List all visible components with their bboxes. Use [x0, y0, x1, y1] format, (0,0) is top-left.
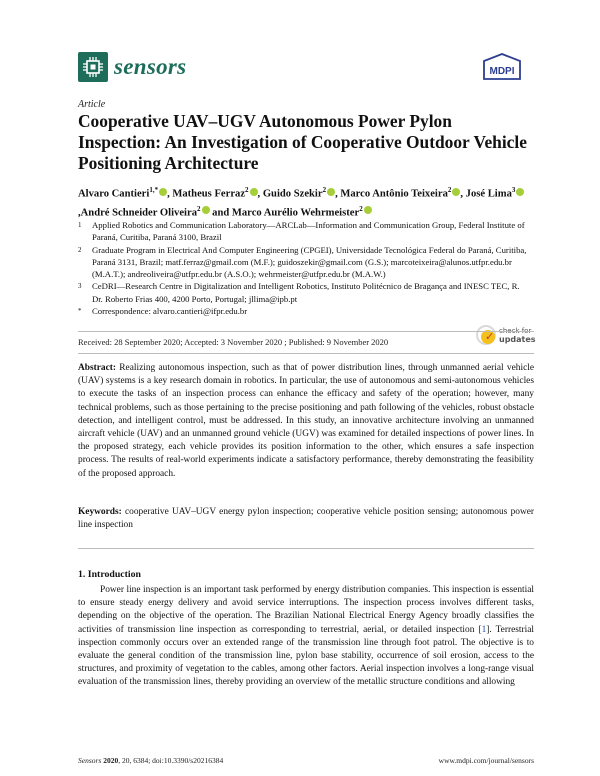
affiliation-item — [78, 305, 528, 317]
affiliation-number: 1 — [78, 221, 82, 229]
divider — [78, 353, 534, 354]
orcid-icon[interactable] — [202, 206, 210, 214]
abstract-text: Realizing autonomous inspection, such as that of power distribution lines, through unmanned aerial vehicle (UAV) systems is a key research domain in robotics. In particular, the use of autonomous and semi-autonomous vehicles to execute the tasks of an inspection process can enhance the efficacy and safety of the operation; however, many technical problems, such as those pertaining to the precise positioning and path following of the vehicles, robust obstacle detection, and intelligent control, must be addressed. In this study, an innovative architecture involving an unmanned aircraft vehicle (UAV) and an unmanned ground vehicle (UGV) was examined for detailed inspections of power lines. In the proposed strategy, each vehicle provides its position information to the other, which ensures a safe inspection process. The results of real-world experiments indicate a satisfactory performance, thereby demonstrating the feasibility of the proposed approach. — [78, 363, 534, 479]
author-affiliation-mark: 1,* — [149, 186, 159, 194]
paragraph-text: Power line inspection is an important task performed by energy distribution companies. This inspection is essential to ensure steady energy delivery and avoid service interruptions. The inspection process involves different tasks, depending on the objective of the operation. The Brazilian National Electrical Energy Agency broadly classifies the activities of transmission line inspection as corresponding to terrestrial, aerial, or detailed inspection [ — [78, 585, 534, 635]
affiliation-number: * — [78, 307, 82, 316]
author-name: André Schneider Oliveira — [80, 207, 197, 219]
author-separator: , — [460, 188, 466, 200]
affiliation-item — [78, 280, 528, 305]
footer-year: 2020 — [103, 756, 119, 765]
mdpi-logo — [482, 53, 522, 81]
abstract-label: Abstract: — [78, 363, 117, 373]
paper-title: Cooperative UAV–UGV Autonomous Power Pylon Inspection: An Investigation of Cooperative Outdoor Vehicle Positioning Architecture — [78, 111, 527, 173]
divider — [78, 548, 534, 549]
keywords-label: Keywords: — [78, 507, 122, 517]
footer-journal: Sensors — [78, 756, 102, 765]
orcid-icon[interactable] — [327, 188, 335, 196]
affiliation-text: Applied Robotics and Communication Laboratory—ARCLab—Information and Communication Group, Federal Institute of Paraná, Curitiba, Paraná 3100, Brazil — [92, 220, 525, 243]
journal-logo-icon — [78, 52, 108, 82]
affiliation-item — [78, 244, 528, 281]
check-for-updates-badge[interactable] — [476, 325, 536, 349]
author-affiliation-mark: 2 — [245, 186, 249, 194]
affiliation-item — [78, 219, 528, 244]
affiliation-number: 2 — [78, 245, 82, 254]
check-updates-line2: updates — [499, 335, 536, 344]
orcid-icon[interactable] — [516, 188, 524, 196]
author-name: José Lima — [465, 188, 512, 200]
paragraph-text-cont: ]. Terrestrial inspection commonly occurs over an extended range of the transmission line through foot patrol. The objective is to evaluate the general condition of the transmission line, pylon base stability, occurrence of soil erosion, access to the structures, and proximity of vegetation to the cables, among other factors. Aerial inspection involves a long-range visual evaluation of the transmission lines, thereby providing an overview of the metallic structure conditions and allowing — [78, 624, 534, 688]
footer-url[interactable]: www.mdpi.com/journal/sensors — [438, 756, 534, 765]
footer-citation — [78, 756, 223, 765]
author-separator: , — [167, 188, 173, 200]
author-affiliation-mark: 2 — [322, 186, 327, 194]
author-list — [78, 183, 528, 220]
author-separator: , — [335, 188, 341, 200]
check-updates-icon: ✓ — [476, 325, 496, 345]
orcid-icon[interactable] — [250, 188, 258, 196]
author-affiliation-mark: 2 — [447, 186, 452, 194]
author-separator: , — [78, 207, 81, 219]
article-type: Article — [78, 99, 106, 110]
keywords-text: cooperative UAV–UGV energy pylon inspection; cooperative vehicle position sensing; autonomous power line inspection — [78, 507, 535, 531]
footer-doi: , 20, 6384; doi:10.3390/s20216384 — [118, 756, 224, 765]
orcid-icon[interactable] — [159, 188, 167, 196]
author-name: Alvaro Cantieri — [78, 188, 150, 200]
affiliation-text: Graduate Program in Electrical And Computer Engineering (CPGEI), Universidade Tecnológica Federal do Paraná, Curitiba, Paraná 3131, Brazil; matf.ferraz@gmail.com (M.F.); guidoszekir@gmail.com (G.S.); marcoteixeira@alunos.utfpr.edu.br (M.A.T.); andreoliveira@utfpr.edu.br (A.S.O.); wehrmeister@utfpr.edu.br (M.A.W.) — [92, 244, 527, 280]
affiliation-text: CeDRI—Research Centre in Digitalization and Intelligent Robotics, Instituto Politécnico de Bragança and INESC TEC, R. Dr. Roberto Frias 400, 4200 Porto, Portugal; jllima@ipb.pt — [92, 281, 520, 304]
affiliation-number: 3 — [78, 282, 82, 291]
check-updates-line1: check for — [499, 327, 532, 335]
mdpi-logo-text: MDPI — [489, 66, 515, 77]
affiliation-text: Correspondence: alvaro.cantieri@ifpr.edu.br — [92, 306, 248, 317]
author-affiliation-mark: 2 — [197, 204, 201, 213]
abstract — [78, 362, 534, 481]
author-separator: , — [257, 188, 263, 200]
author-name: Guido Szekir — [262, 188, 323, 200]
journal-name: sensors — [114, 54, 187, 79]
mdpi-logo-icon — [482, 53, 522, 81]
citation-link[interactable]: 1 — [481, 624, 487, 635]
author-name: Matheus Ferraz — [172, 188, 246, 200]
author-name: Marco Antônio Teixeira — [340, 188, 448, 200]
keywords — [78, 506, 534, 532]
author-separator: and — [209, 207, 232, 219]
body-text — [78, 584, 534, 690]
affiliations — [78, 219, 528, 317]
orcid-icon[interactable] — [364, 206, 372, 214]
section-heading: 1. Introduction — [78, 569, 141, 580]
author-name: Marco Aurélio Wehrmeister — [231, 207, 360, 219]
publication-dates: Received: 28 September 2020; Accepted: 3 November 2020 ; Published: 9 November 2020 — [78, 337, 389, 347]
author-affiliation-mark: 3 — [511, 186, 516, 194]
divider — [78, 331, 534, 332]
author-affiliation-mark: 2 — [359, 204, 363, 213]
